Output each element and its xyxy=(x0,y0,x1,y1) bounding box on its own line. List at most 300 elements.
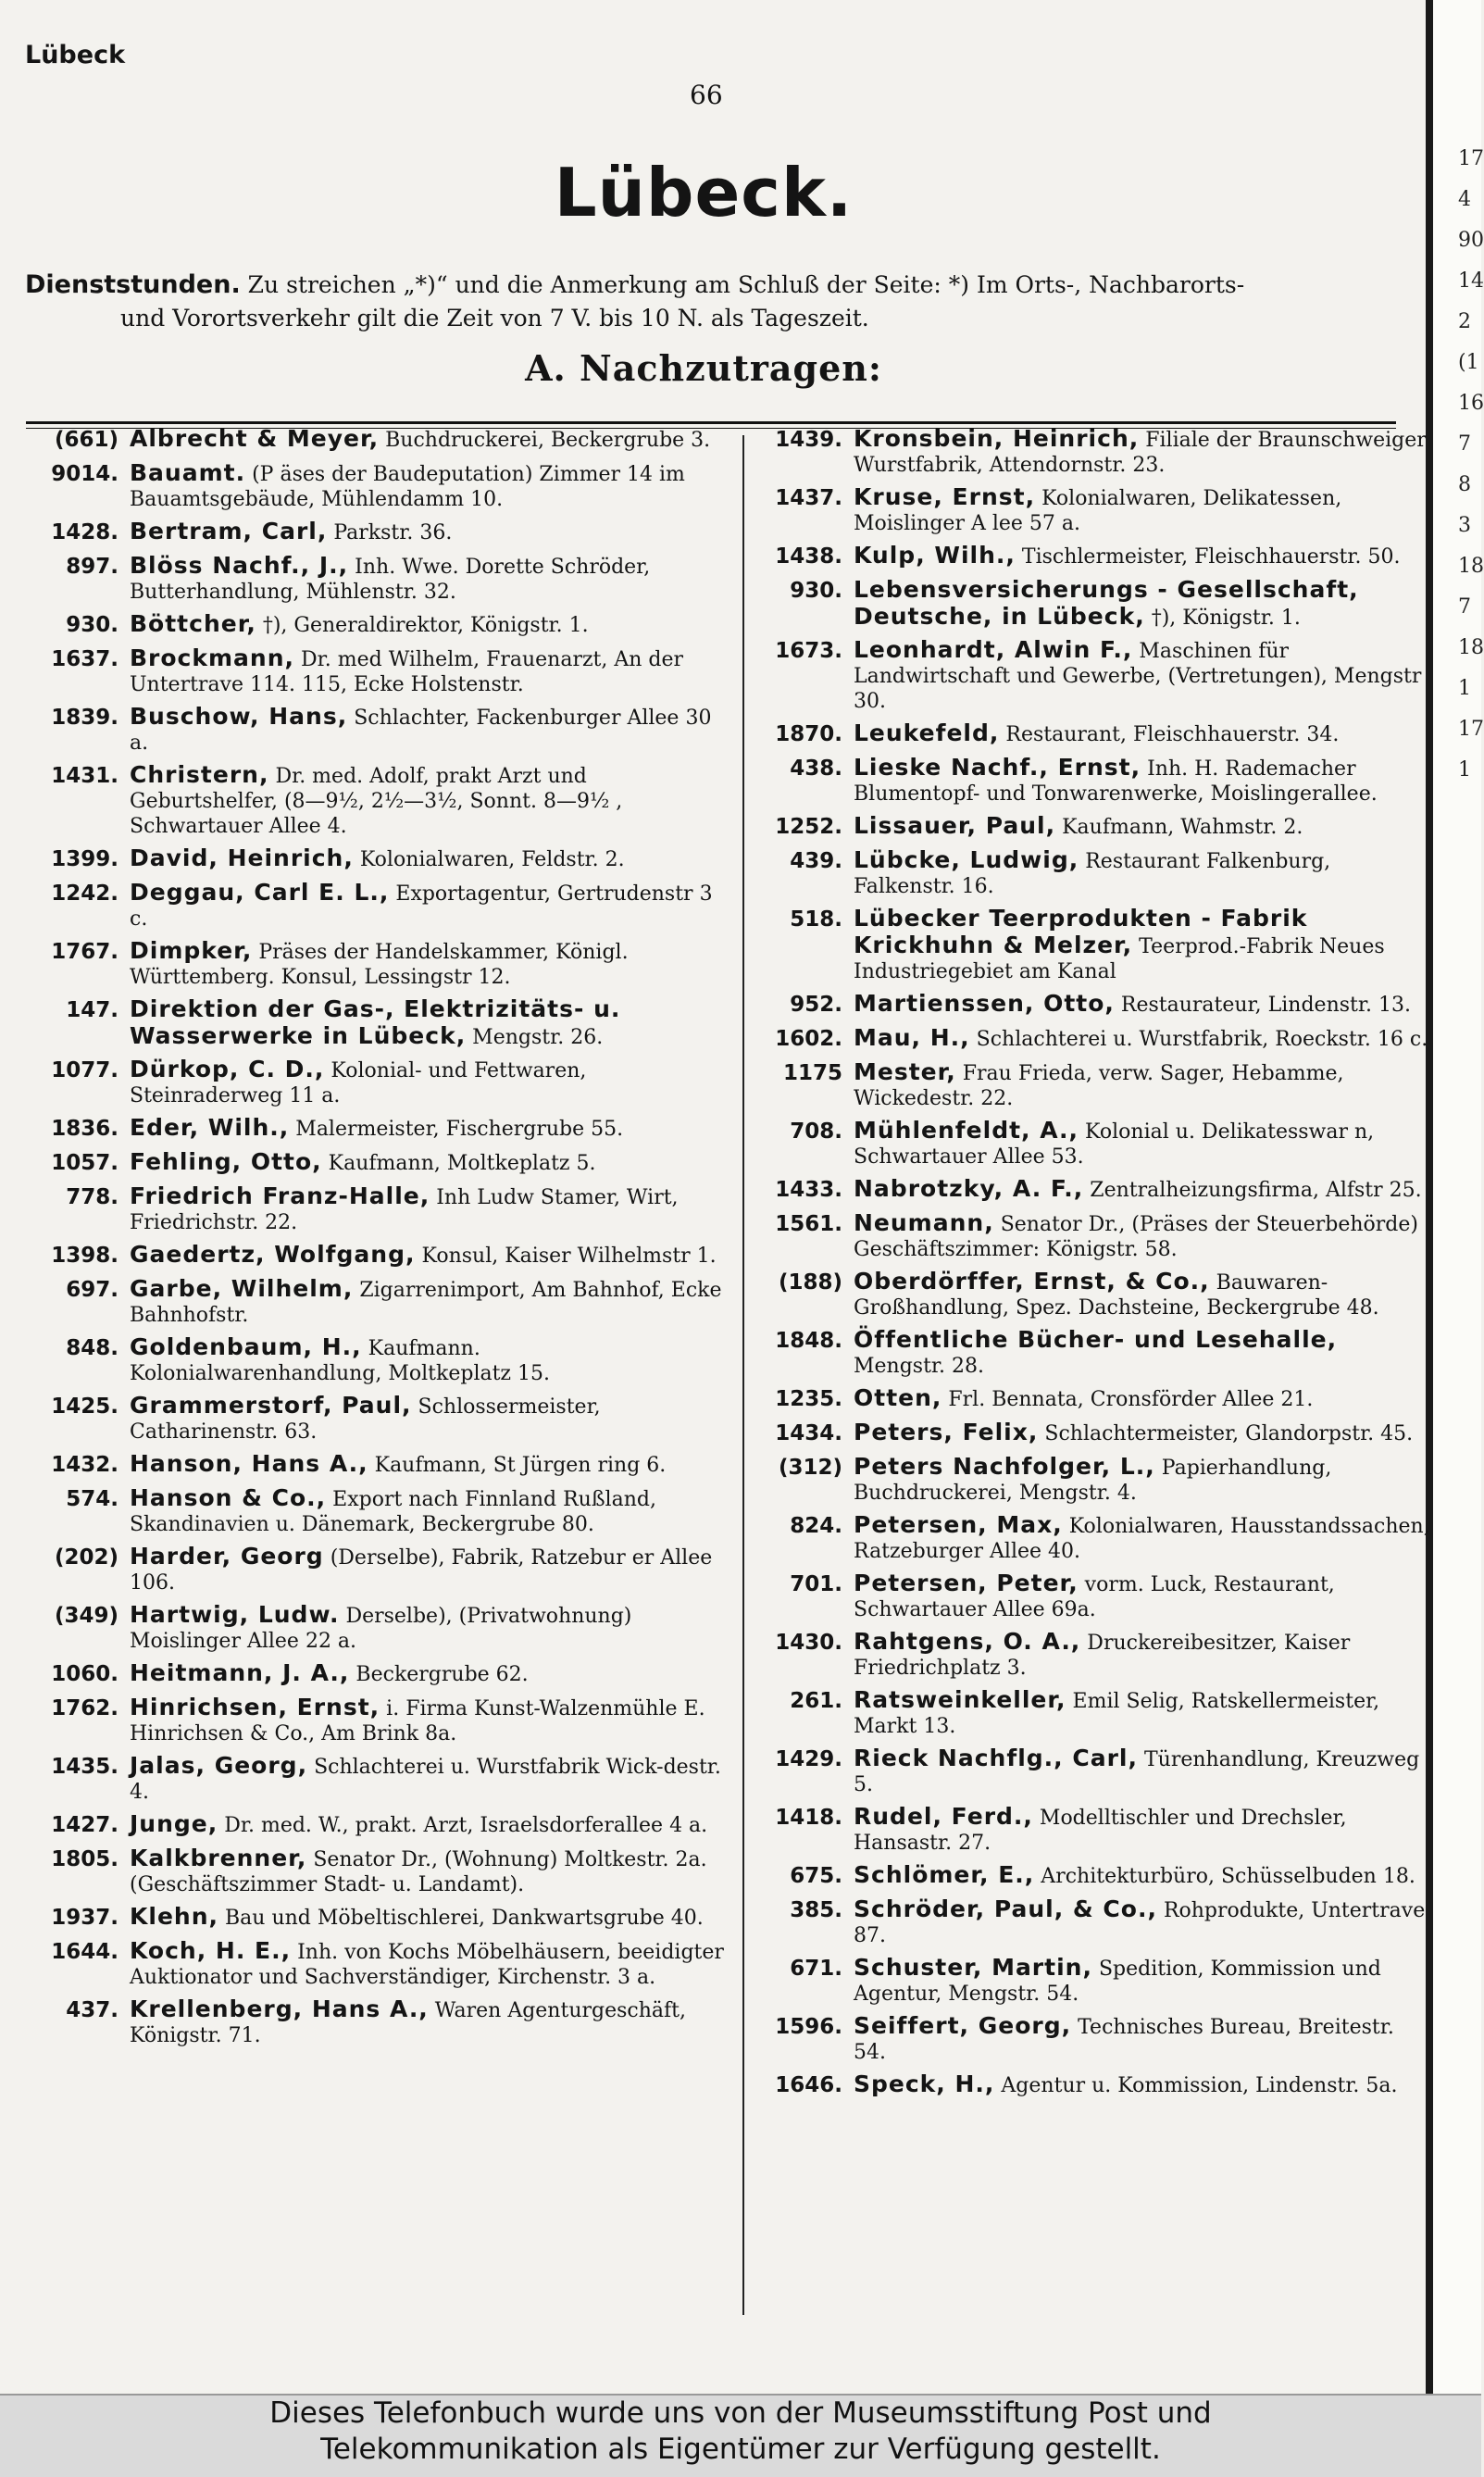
entry-number: (202) xyxy=(54,1545,118,1570)
entry-name: Böttcher, xyxy=(130,610,256,637)
entry-number: 1434. xyxy=(775,1421,842,1445)
directory-entry xyxy=(26,1602,728,1654)
right-column xyxy=(759,426,1430,2106)
entry-text xyxy=(854,1420,1430,1447)
entry-number: 1057. xyxy=(51,1151,118,1175)
entry-details: Präses der Handelskammer, Königl. Württemberg. Konsul, Lessingstr 12. xyxy=(130,941,629,989)
entry-text xyxy=(854,577,1430,631)
entry-number: 671. xyxy=(790,1957,842,1981)
entry-details: Senator Dr., (Präses der Steuerbehörde) Geschäftszimmer: Königstr. 58. xyxy=(854,1213,1418,1261)
entry-name: Hinrichsen, Ernst, xyxy=(130,1694,380,1720)
entry-number: 1427. xyxy=(51,1813,118,1837)
entry-name: Leukefeld, xyxy=(854,719,1000,746)
entry-text xyxy=(130,1996,728,2048)
entry-details: Druckereibesitzer, Kaiser Friedrichplatz 3. xyxy=(854,1632,1351,1680)
entry-details: Schlachterei u. Wurstfabrik, Roeckstr. 16 c. xyxy=(969,1028,1428,1051)
entry-text xyxy=(854,1512,1430,1564)
entry-name: Rieck Nachflg., Carl, xyxy=(854,1745,1138,1771)
directory-entry xyxy=(759,1385,1430,1413)
entry-text xyxy=(130,645,728,697)
entry-name: Albrecht & Meyer, xyxy=(130,425,380,452)
entry-details: (Derselbe), Fabrik, Ratzebur er Allee 106. xyxy=(130,1546,713,1595)
entry-name: Heitmann, J. A., xyxy=(130,1659,350,1686)
entry-number: 1435. xyxy=(51,1755,118,1779)
entry-name: Klehn, xyxy=(130,1903,218,1930)
entry-details: Schlachter, Fackenburger Allee 30 a. xyxy=(130,707,712,755)
directory-entry xyxy=(759,1210,1430,1262)
entry-details: Inh. H. Rademacher Blumentopf- und Tonwarenwerke, Moislingerallee. xyxy=(854,757,1378,806)
directory-entry xyxy=(26,1811,728,1839)
entry-number: 1235. xyxy=(775,1387,842,1411)
directory-entry xyxy=(26,1904,728,1932)
entry-number: 261. xyxy=(790,1689,842,1713)
entry-name: Leonhardt, Alwin F., xyxy=(854,636,1133,663)
entry-name: Peters, Felix, xyxy=(854,1419,1039,1445)
left-column xyxy=(26,426,728,2055)
entry-name: Jalas, Georg, xyxy=(130,1752,308,1779)
directory-entry xyxy=(759,813,1430,841)
entry-details: Schlossermeister, Catharinenstr. 63. xyxy=(130,1395,601,1444)
entry-number: 1433. xyxy=(775,1178,842,1202)
directory-entry xyxy=(26,1276,728,1328)
entry-text xyxy=(854,1955,1430,2007)
edge-number: 4 xyxy=(1458,188,1471,211)
entry-details: Dr. med. W., prakt. Arzt, Israelsdorferallee 4 a. xyxy=(218,1814,708,1837)
entry-text xyxy=(130,1544,728,1595)
entry-name: Lübecker Teerprodukten - Fabrik Krickhuhn & Melzer, xyxy=(854,905,1308,958)
entry-name: Lieske Nachf., Ernst, xyxy=(854,754,1141,781)
entry-number: 1762. xyxy=(51,1696,118,1720)
directory-entry xyxy=(759,1687,1430,1739)
entry-details: Derselbe), (Privatwohnung) Moislinger Allee 22 a. xyxy=(130,1605,632,1653)
entry-details: Kaufmann. Kolonialwarenhandlung, Moltkeplatz 15. xyxy=(130,1337,551,1385)
entry-details: Exportagentur, Gertrudenstr 3 c. xyxy=(130,882,713,931)
entry-details: Schlachterei u. Wurstfabrik Wick-destr. 4. xyxy=(130,1756,721,1804)
directory-entry xyxy=(759,1454,1430,1506)
directory-entry xyxy=(26,1753,728,1805)
entry-number: 1637. xyxy=(51,647,118,671)
entry-details: Filiale der Braunschweiger Wurstfabrik, Attendornstr. 23. xyxy=(854,429,1427,477)
entry-details: (P äses der Baudeputation) Zimmer 14 im Bauamtsgebäude, Mühlendamm 10. xyxy=(130,463,685,511)
entry-text xyxy=(854,1025,1430,1053)
edge-number: 2 xyxy=(1458,310,1471,333)
entry-name: Kulp, Wilh., xyxy=(854,542,1016,569)
entry-number: 1430. xyxy=(775,1631,842,1655)
entry-number: 1646. xyxy=(775,2073,842,2097)
entry-number: 1870. xyxy=(775,722,842,746)
entry-number: (312) xyxy=(778,1456,842,1480)
directory-entry xyxy=(759,2071,1430,2099)
directory-entry xyxy=(26,519,728,546)
entry-text xyxy=(854,1118,1430,1170)
directory-entry xyxy=(26,1451,728,1479)
entry-name: Bertram, Carl, xyxy=(130,518,328,544)
entry-text xyxy=(854,2071,1430,2099)
entry-text xyxy=(130,1451,728,1479)
entry-details: Zentralheizungsfirma, Alfstr 25. xyxy=(1083,1179,1422,1202)
entry-text xyxy=(130,1057,728,1108)
entry-name: Schröder, Paul, & Co., xyxy=(854,1895,1157,1922)
entry-details: Kaufmann, Moltkeplatz 5. xyxy=(321,1152,596,1175)
entry-number: 930. xyxy=(66,613,118,637)
entry-details: Senator Dr., (Wohnung) Moltkestr. 2a. (Geschäftszimmer Stadt- u. Landamt). xyxy=(130,1848,707,1896)
entry-text xyxy=(130,1115,728,1143)
entry-name: Schlömer, E., xyxy=(854,1861,1035,1888)
directory-entry xyxy=(26,611,728,639)
entry-details: Export nach Finnland Rußland, Skandinavien u. Dänemark, Beckergrube 80. xyxy=(130,1488,656,1536)
entry-text xyxy=(130,1845,728,1897)
entry-text xyxy=(130,880,728,932)
directory-entry xyxy=(759,543,1430,570)
directory-entry xyxy=(26,1149,728,1177)
directory-entry xyxy=(759,906,1430,984)
edge-number: 90 xyxy=(1458,229,1484,252)
edge-number: 14 xyxy=(1458,269,1484,293)
entry-text xyxy=(854,1745,1430,1797)
entry-text xyxy=(130,1753,728,1805)
directory-entry xyxy=(759,720,1430,748)
entry-text xyxy=(854,906,1430,984)
entry-text xyxy=(130,938,728,990)
entry-text xyxy=(854,1896,1430,1948)
entry-number: 1439. xyxy=(775,428,842,452)
entry-number: 1429. xyxy=(775,1747,842,1771)
entry-number: 438. xyxy=(790,757,842,781)
directory-entry xyxy=(26,1183,728,1235)
adjacent-page-numbers xyxy=(1458,139,1484,791)
entry-details: Mengstr. 28. xyxy=(854,1355,985,1378)
entry-name: Blöss Nachf., J., xyxy=(130,552,349,579)
entry-name: Fehling, Otto, xyxy=(130,1148,322,1175)
entry-number: 1644. xyxy=(51,1940,118,1964)
entry-name: Otten, xyxy=(854,1384,942,1411)
entry-text xyxy=(130,704,728,756)
directory-entry xyxy=(26,1996,728,2048)
entry-details: Dr. med. Adolf, prakt Arzt und Geburtshelfer, (8—9½, 2½—3½, Sonnt. 8—9½ , Schwartauer Allee 4. xyxy=(130,765,623,838)
entry-text xyxy=(854,1862,1430,1890)
directory-entry xyxy=(759,1118,1430,1170)
entry-text xyxy=(130,1334,728,1386)
directory-entry xyxy=(759,637,1430,714)
page-title: Lübeck. xyxy=(554,154,854,231)
entry-number: 1252. xyxy=(775,815,842,839)
entry-name: Kalkbrenner, xyxy=(130,1845,307,1871)
entry-number: 1399. xyxy=(51,847,118,871)
entry-name: Lebensversicherungs - Gesellschaft, Deutsche, in Lübeck, xyxy=(854,576,1359,630)
entry-name: Seiffert, Georg, xyxy=(854,2012,1072,2039)
entry-text xyxy=(130,1183,728,1235)
entry-details: Restaurateur, Lindenstr. 13. xyxy=(1114,994,1411,1017)
entry-name: Goldenbaum, H., xyxy=(130,1333,362,1360)
entry-number: 147. xyxy=(66,998,118,1022)
entry-details: Kaufmann, St Jürgen ring 6. xyxy=(368,1454,667,1477)
entry-details: Spedition, Kommission und Agentur, Mengstr. 54. xyxy=(854,1958,1381,2006)
entry-text xyxy=(854,1210,1430,1262)
entry-number: 1431. xyxy=(51,764,118,788)
entry-number: 824. xyxy=(790,1514,842,1538)
entry-details: vorm. Luck, Restaurant, Schwartauer Allee 69a. xyxy=(854,1573,1335,1621)
entry-number: 385. xyxy=(790,1898,842,1922)
directory-entry xyxy=(759,1629,1430,1681)
entry-name: Koch, H. E., xyxy=(130,1937,292,1964)
directory-entry xyxy=(26,1938,728,1990)
directory-entry xyxy=(26,1660,728,1688)
entry-details: Inh Ludw Stamer, Wirt, Friedrichstr. 22. xyxy=(130,1186,679,1234)
entry-text xyxy=(130,1660,728,1688)
entry-text xyxy=(854,1629,1430,1681)
entry-text xyxy=(130,553,728,605)
directory-entry xyxy=(26,1393,728,1445)
entry-details: Zigarrenimport, Am Bahnhof, Ecke Bahnhofstr. xyxy=(130,1279,722,1327)
directory-entry xyxy=(759,2013,1430,2065)
entry-name: Krellenberg, Hans A., xyxy=(130,1995,429,2022)
directory-entry xyxy=(759,1512,1430,1564)
edge-number: 18 xyxy=(1458,636,1484,659)
entry-details: Malermeister, Fischergrube 55. xyxy=(289,1118,624,1141)
entry-text xyxy=(854,755,1430,807)
edge-number: 7 xyxy=(1458,432,1471,456)
directory-entry xyxy=(26,1334,728,1386)
directory-entry xyxy=(759,991,1430,1019)
entry-name: Kruse, Ernst, xyxy=(854,483,1036,510)
entry-details: Kolonial- und Fettwaren, Steinraderweg 11 a. xyxy=(130,1059,587,1107)
edge-number: 3 xyxy=(1458,514,1471,537)
entry-number: 1602. xyxy=(775,1027,842,1051)
directory-entry xyxy=(759,755,1430,807)
directory-entry xyxy=(759,1862,1430,1890)
entry-details: Kolonialwaren, Hausstandssachen, Ratzeburger Allee 40. xyxy=(854,1515,1430,1563)
directory-entry xyxy=(26,1544,728,1595)
entry-name: Petersen, Max, xyxy=(854,1511,1063,1538)
notice-line-1: Zu streichen „*)“ und die Anmerkung am Schluß der Seite: *) Im Orts-, Nachbarorts- xyxy=(247,271,1245,298)
entry-name: Harder, Georg xyxy=(130,1543,324,1570)
entry-text xyxy=(130,1938,728,1990)
entry-details: †), Königstr. 1. xyxy=(1144,607,1301,630)
entry-name: Deggau, Carl E. L., xyxy=(130,879,390,906)
entry-name: Lübcke, Ludwig, xyxy=(854,846,1079,873)
notice-line-2: und Vorortsverkehr gilt die Zeit von 7 V. bis 10 N. als Tageszeit. xyxy=(120,305,869,332)
entry-text xyxy=(854,1804,1430,1856)
entry-text xyxy=(854,2013,1430,2065)
directory-entry xyxy=(26,938,728,990)
entry-text xyxy=(130,845,728,873)
entry-name: Mau, H., xyxy=(854,1024,970,1051)
entry-text xyxy=(854,1454,1430,1506)
entry-details: Teerprod.-Fabrik Neues Industriegebiet am Kanal xyxy=(854,935,1385,983)
running-header: Lübeck xyxy=(25,41,126,69)
directory-entry xyxy=(759,1269,1430,1320)
entry-text xyxy=(854,991,1430,1019)
entry-details: Mengstr. 26. xyxy=(466,1026,604,1049)
entry-name: Buschow, Hans, xyxy=(130,703,348,730)
entry-text xyxy=(854,813,1430,841)
service-hours-notice xyxy=(25,269,1395,335)
entry-details: Parkstr. 36. xyxy=(327,521,453,544)
edge-number: 1 xyxy=(1458,677,1471,700)
entry-text xyxy=(854,1687,1430,1739)
entry-text xyxy=(130,1485,728,1537)
entry-text xyxy=(130,1242,728,1270)
entry-text xyxy=(130,1149,728,1177)
entry-text xyxy=(130,1695,728,1746)
entry-details: Kolonialwaren, Feldstr. 2. xyxy=(353,848,625,871)
entry-number: 1437. xyxy=(775,486,842,510)
entry-number: 930. xyxy=(790,579,842,603)
entry-name: Brockmann, xyxy=(130,644,295,671)
entry-number: 1848. xyxy=(775,1329,842,1353)
entry-name: Ratsweinkeller, xyxy=(854,1686,1066,1713)
directory-entry xyxy=(26,1485,728,1537)
directory-entry xyxy=(26,460,728,512)
entry-text xyxy=(130,1811,728,1839)
entry-details: Kolonial u. Delikatesswar n, Schwartauer Allee 53. xyxy=(854,1120,1375,1169)
entry-details: Bau und Möbeltischlerei, Dankwartsgrube 40. xyxy=(218,1907,704,1930)
entry-text xyxy=(130,1602,728,1654)
entry-text xyxy=(130,611,728,639)
page-number: 66 xyxy=(690,80,723,110)
entry-text xyxy=(854,1059,1430,1111)
entry-number: (661) xyxy=(54,428,118,452)
entry-name: Petersen, Peter, xyxy=(854,1570,1079,1596)
entry-text xyxy=(130,1904,728,1932)
entry-name: Mester, xyxy=(854,1058,956,1085)
directory-entry xyxy=(26,996,728,1050)
edge-number: 17 xyxy=(1458,718,1484,741)
entry-details: Modelltischler und Drechsler, Hansastr. 27. xyxy=(854,1807,1347,1855)
entry-details: Konsul, Kaiser Wilhelmstr 1. xyxy=(415,1245,717,1268)
entry-details: Frau Frieda, verw. Sager, Hebamme, Wickedestr. 22. xyxy=(854,1062,1344,1110)
entry-details: Emil Selig, Ratskellermeister, Markt 13. xyxy=(854,1690,1380,1738)
entry-details: Bauwaren-Großhandlung, Spez. Dachsteine, Beckergrube 48. xyxy=(854,1271,1379,1320)
entry-text xyxy=(854,1385,1430,1413)
directory-entry xyxy=(759,426,1430,478)
entry-text xyxy=(130,1276,728,1328)
entry-name: Friedrich Franz-Halle, xyxy=(130,1182,430,1209)
entry-name: Garbe, Wilhelm, xyxy=(130,1275,354,1302)
edge-number: 18 xyxy=(1458,555,1484,578)
entry-details: Agentur u. Kommission, Lindenstr. 5a. xyxy=(994,2074,1398,2097)
entry-details: Frl. Bennata, Cronsförder Allee 21. xyxy=(942,1388,1314,1411)
entry-number: 1398. xyxy=(51,1244,118,1268)
entry-name: David, Heinrich, xyxy=(130,844,354,871)
entry-number: 439. xyxy=(790,849,842,873)
entry-number: (188) xyxy=(778,1270,842,1295)
entry-details: i. Firma Kunst-Walzenmühle E. Hinrichsen & Co., Am Brink 8a. xyxy=(130,1697,705,1745)
edge-number: 17 xyxy=(1458,147,1484,170)
entry-name: Direktion der Gas-, Elektrizitäts- u. Wasserwerke in Lübeck, xyxy=(130,995,621,1049)
entry-number: 1673. xyxy=(775,639,842,663)
entry-number: 437. xyxy=(66,1998,118,2022)
directory-entry xyxy=(26,1115,728,1143)
entry-number: 1060. xyxy=(51,1662,118,1686)
entry-name: Speck, H., xyxy=(854,2070,995,2097)
entry-name: Bauamt. xyxy=(130,459,246,486)
entry-text xyxy=(130,426,728,454)
entry-name: Oberdörffer, Ernst, & Co., xyxy=(854,1268,1210,1295)
entry-number: 574. xyxy=(66,1487,118,1511)
entry-name: Mühlenfeldt, A., xyxy=(854,1117,1079,1144)
entry-number: 708. xyxy=(790,1120,842,1144)
entry-details: Kolonialwaren, Delikatessen, Moislinger A lee 57 a. xyxy=(854,487,1342,535)
entry-name: Christern, xyxy=(130,761,269,788)
entry-number: 1077. xyxy=(51,1058,118,1082)
column-divider xyxy=(742,435,744,2315)
footer-line-1: Dieses Telefonbuch wurde uns von der Museumsstiftung Post und xyxy=(269,2396,1212,2430)
directory-entry xyxy=(759,1176,1430,1204)
directory-entry xyxy=(26,762,728,839)
entry-name: Schuster, Martin, xyxy=(854,1954,1092,1981)
entry-number: (349) xyxy=(54,1604,118,1628)
entry-text xyxy=(130,460,728,512)
entry-name: Junge, xyxy=(130,1810,218,1837)
entry-number: 1767. xyxy=(51,940,118,964)
entry-details: †), Generaldirektor, Königstr. 1. xyxy=(256,614,589,637)
edge-number: 8 xyxy=(1458,473,1471,496)
entry-name: Kronsbein, Heinrich, xyxy=(854,425,1140,452)
directory-entry xyxy=(26,845,728,873)
entry-name: Gaedertz, Wolfgang, xyxy=(130,1241,416,1268)
entry-name: Dimpker, xyxy=(130,937,253,964)
entry-name: Martienssen, Otto, xyxy=(854,990,1115,1017)
entry-name: Peters Nachfolger, L., xyxy=(854,1453,1155,1480)
top-rule xyxy=(26,421,1396,424)
entry-text xyxy=(854,426,1430,478)
entry-number: 1428. xyxy=(51,520,118,544)
entry-text xyxy=(854,543,1430,570)
directory-entry xyxy=(759,1327,1430,1379)
entry-text xyxy=(130,1393,728,1445)
entry-details: Kaufmann, Wahmstr. 2. xyxy=(1055,816,1303,839)
directory-entry xyxy=(759,1059,1430,1111)
entry-text xyxy=(854,1269,1430,1320)
directory-entry xyxy=(759,1955,1430,2007)
entry-text xyxy=(854,1327,1430,1379)
entry-details: Tischlermeister, Fleischhauerstr. 50. xyxy=(1015,545,1401,569)
directory-entry xyxy=(759,1420,1430,1447)
directory-entry xyxy=(26,553,728,605)
entry-details: Architekturbüro, Schüsselbuden 18. xyxy=(1034,1865,1415,1888)
entry-name: Hanson, Hans A., xyxy=(130,1450,368,1477)
entry-name: Rahtgens, O. A., xyxy=(854,1628,1081,1655)
entry-name: Dürkop, C. D., xyxy=(130,1056,325,1082)
footer-line-2: Telekommunikation als Eigentümer zur Verfügung gestellt. xyxy=(320,2433,1161,2466)
edge-number: (1 xyxy=(1458,351,1479,374)
directory-entry xyxy=(759,1570,1430,1622)
entry-text xyxy=(130,996,728,1050)
entry-name: Hartwig, Ludw. xyxy=(130,1601,340,1628)
entry-number: 1836. xyxy=(51,1117,118,1141)
directory-entry xyxy=(26,1242,728,1270)
entry-details: Waren Agenturgeschäft, Königstr. 71. xyxy=(130,1999,686,2047)
entry-name: Eder, Wilh., xyxy=(130,1114,290,1141)
directory-entry xyxy=(759,1025,1430,1053)
directory-entry xyxy=(26,645,728,697)
entry-text xyxy=(854,1570,1430,1622)
entry-number: 1432. xyxy=(51,1453,118,1477)
entry-number: 897. xyxy=(66,555,118,579)
entry-text xyxy=(854,637,1430,714)
entry-name: Hanson & Co., xyxy=(130,1484,327,1511)
entry-number: 1175 xyxy=(782,1061,842,1085)
directory-entry xyxy=(759,484,1430,536)
entry-name: Nabrotzky, A. F., xyxy=(854,1175,1084,1202)
entry-number: 1937. xyxy=(51,1906,118,1930)
entry-name: Rudel, Ferd., xyxy=(854,1803,1033,1830)
directory-entry xyxy=(759,1745,1430,1797)
entry-number: 952. xyxy=(790,993,842,1017)
entry-text xyxy=(854,1176,1430,1204)
entry-name: Lissauer, Paul, xyxy=(854,812,1056,839)
